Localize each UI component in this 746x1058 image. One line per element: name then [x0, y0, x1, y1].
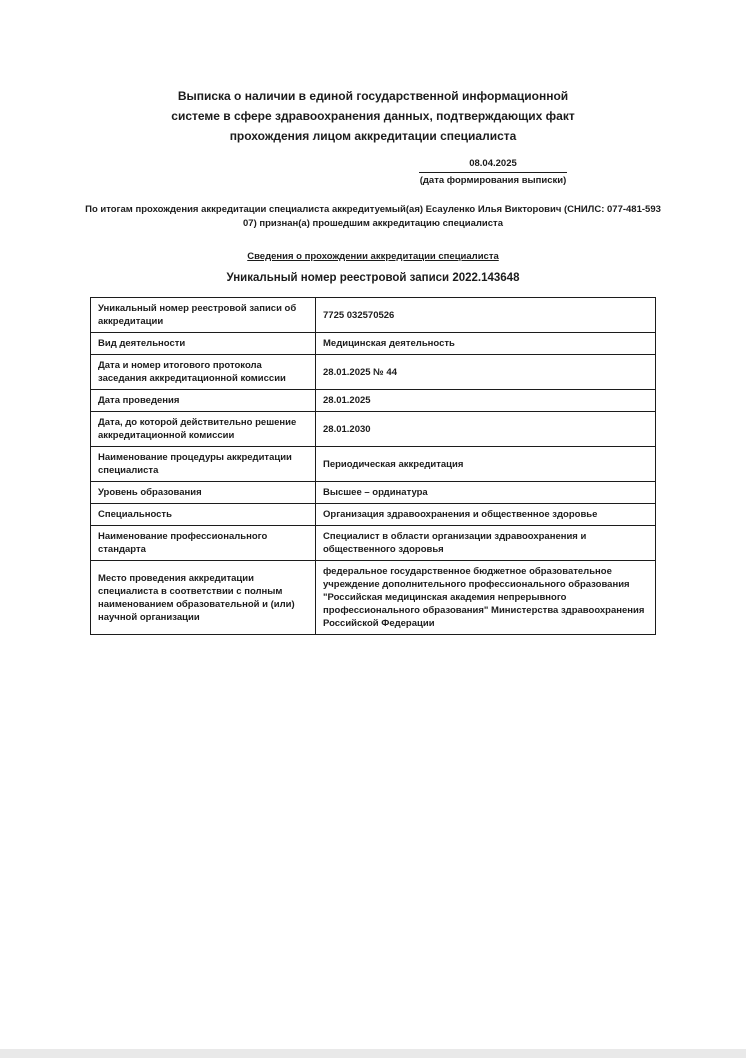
row-label: Уникальный номер реестровой записи об аккредитации	[91, 298, 316, 333]
row-value: Периодическая аккредитация	[316, 447, 656, 482]
table-row-registry-number	[91, 298, 656, 333]
row-label: Специальность	[91, 504, 316, 526]
table-row-valid-until	[91, 412, 656, 447]
table-row-protocol	[91, 355, 656, 390]
issue-date: 08.04.2025	[419, 158, 567, 173]
row-label: Вид деятельности	[91, 333, 316, 355]
table-row-accreditation-place	[91, 561, 656, 635]
row-label: Наименование профессионального стандарта	[91, 526, 316, 561]
row-label: Дата проведения	[91, 390, 316, 412]
row-value: Медицинская деятельность	[316, 333, 656, 355]
document-title	[73, 86, 673, 146]
row-value: Высшее – ординатура	[316, 482, 656, 504]
row-label: Место проведения аккредитации специалиста в соответствии с полным наименованием образовательной и (или) научной организации	[91, 561, 316, 635]
scrollbar-track[interactable]	[0, 1049, 746, 1058]
issue-date-block	[419, 158, 567, 186]
registry-number-heading: Уникальный номер реестровой записи 2022.143648	[226, 272, 520, 284]
table-row-professional-standard	[91, 526, 656, 561]
row-value: Организация здравоохранения и общественное здоровье	[316, 504, 656, 526]
accreditation-summary-paragraph: По итогам прохождения аккредитации специалиста аккредитуемый(ая) Есауленко Илья Викторович (СНИЛС: 077-481-593 07) признан(а) прошедшим аккредитацию специалиста	[85, 204, 661, 229]
section-heading: Сведения о прохождении аккредитации специалиста	[247, 251, 499, 262]
table-row-education-level	[91, 482, 656, 504]
table-row-activity-type	[91, 333, 656, 355]
row-label: Дата, до которой действительно решение аккредитационной комиссии	[91, 412, 316, 447]
document-title-line-2: системе в сфере здравоохранения данных, подтверждающих факт	[171, 109, 575, 123]
table-row-date-held	[91, 390, 656, 412]
row-label: Дата и номер итогового протокола заседания аккредитационной комиссии	[91, 355, 316, 390]
row-value: федеральное государственное бюджетное образовательное учреждение дополнительного профессионального образования "Российская медицинская академия непрерывного профессионального образования" Министерства здравоохранения Российской Федерации	[316, 561, 656, 635]
accreditation-details-table	[90, 297, 656, 635]
row-label: Наименование процедуры аккредитации специалиста	[91, 447, 316, 482]
row-value: 7725 032570526	[316, 298, 656, 333]
row-value: 28.01.2030	[316, 412, 656, 447]
row-value: 28.01.2025	[316, 390, 656, 412]
document-title-line-3: прохождения лицом аккредитации специалиста	[229, 129, 517, 143]
row-label: Уровень образования	[91, 482, 316, 504]
table-row-procedure-name	[91, 447, 656, 482]
table-row-specialty	[91, 504, 656, 526]
row-value: 28.01.2025 № 44	[316, 355, 656, 390]
row-value: Специалист в области организации здравоохранения и общественного здоровья	[316, 526, 656, 561]
issue-date-caption: (дата формирования выписки)	[419, 175, 567, 186]
document-title-line-1: Выписка о наличии в единой государственной информационной	[177, 89, 569, 103]
